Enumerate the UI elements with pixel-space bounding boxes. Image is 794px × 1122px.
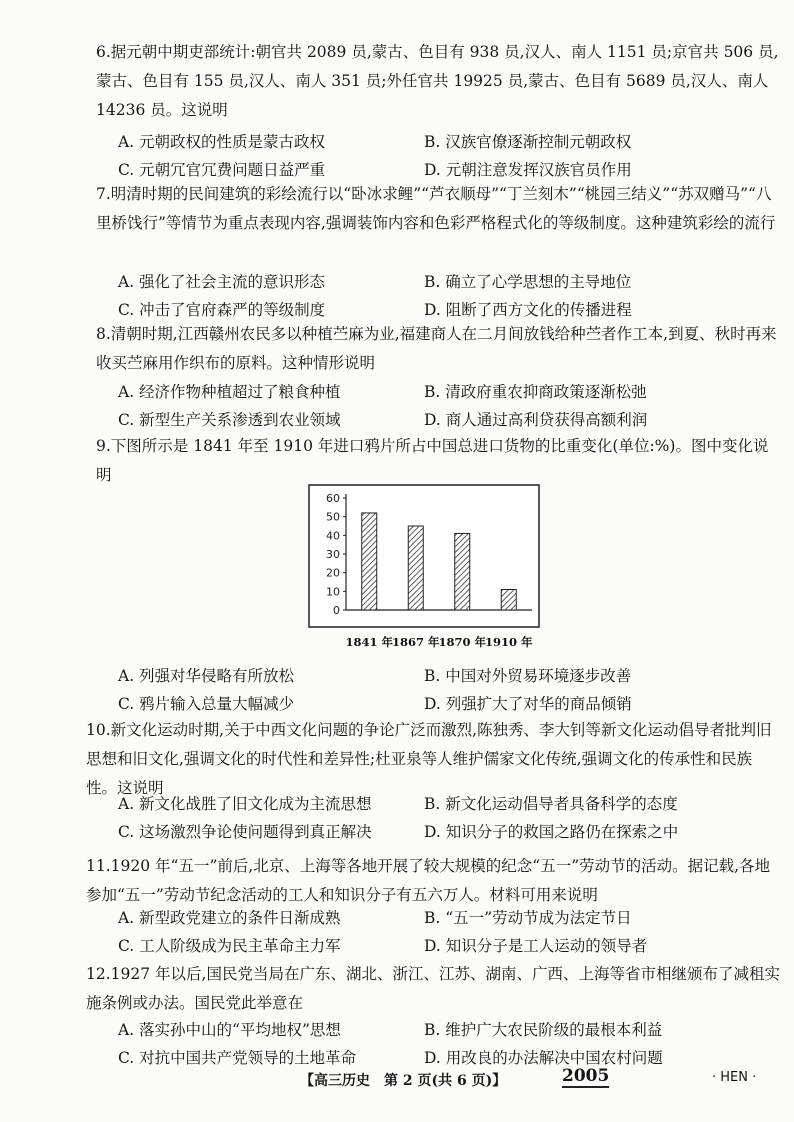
question-stem: 1920 年“五一”前后,北京、上海等各地开展了较大规模的纪念“五一”劳动节的活动。据记载,各地参加“五一”劳动节纪念活动的工人和知识分子有五六万人。材料可用来说明 <box>86 857 771 904</box>
option-c: C. 这场激烈争论使问题得到真正解决 <box>118 823 372 841</box>
option-b: B. 新文化运动倡导者具备科学的态度 <box>424 795 678 813</box>
question-stem: 据元朝中期吏部统计:朝官共 2089 员,蒙古、色目有 938 员,汉人、南人 1151 员;京官共 506 员,蒙古、色目有 155 员,汉人、南人 351 员;外任官共 19925 员,蒙古、色目有 5689 员,汉人、南人 14236 员。这说明 <box>96 43 779 119</box>
y-tick-label: 0 <box>333 604 340 617</box>
exam-code: 2005 <box>562 1066 610 1086</box>
option-d: D. 知识分子是工人运动的领导者 <box>424 937 648 955</box>
question-number: 9. <box>96 437 111 455</box>
y-tick-label: 50 <box>326 510 340 524</box>
option-a: A. 列强对华侵略有所放松 <box>118 667 295 685</box>
option-c: C. 新型生产关系渗透到农业领域 <box>118 411 341 429</box>
y-tick-label: 20 <box>326 566 340 580</box>
option-b: B. 汉族官僚逐渐控制元朝政权 <box>424 133 632 151</box>
bar-1 <box>362 513 377 610</box>
question-number: 6. <box>96 43 111 61</box>
option-d: D. 用改良的办法解决中国农村问题 <box>424 1049 663 1067</box>
question-11 <box>86 852 780 910</box>
option-b: B. 确立了心学思想的主导地位 <box>424 273 632 291</box>
bar-2 <box>408 526 423 610</box>
option-b: B. “五一”劳动节成为法定节日 <box>424 909 632 927</box>
question-number: 8. <box>96 325 111 343</box>
option-d: D. 阻断了西方文化的传播进程 <box>424 301 632 319</box>
option-c: C. 对抗中国共产党领导的土地革命 <box>118 1049 357 1067</box>
question-number: 7. <box>96 185 111 203</box>
opium-import-chart <box>308 484 540 654</box>
question-stem: 明清时期的民间建筑的彩绘流行以“卧冰求鲤”“芦衣顺母”“丁兰刻木”“桃园三结义”“苏双赠马”“八里桥饯行”等情节为重点表现内容,强调装饰内容和色彩严格程式化的等级制度。这种建筑彩绘的流行 <box>96 185 776 232</box>
option-c: C. 冲击了官府森严的等级制度 <box>118 301 326 319</box>
question-stem: 清朝时期,江西赣州农民多以种植苎麻为业,福建商人在二月间放钱给种苎者作工本,到夏、秋时再来收买苎麻用作织布的原料。这种情形说明 <box>96 325 777 372</box>
options-6 <box>118 128 758 184</box>
options-10 <box>118 790 758 846</box>
options-9 <box>118 662 758 718</box>
question-9 <box>96 432 780 490</box>
y-tick-label: 60 <box>326 492 340 505</box>
option-c: C. 元朝冗官冗费问题日益严重 <box>118 161 326 179</box>
option-d: D. 列强扩大了对华的商品倾销 <box>424 695 632 713</box>
x-category-label: 1841 年 <box>345 635 394 649</box>
option-c: C. 鸦片输入总量大幅减少 <box>118 695 295 713</box>
option-d: D. 元朝注意发挥汉族官员作用 <box>424 161 632 179</box>
option-d: D. 商人通过高利贷获得高额利润 <box>424 411 648 429</box>
x-category-label: 1867 年 <box>391 635 440 649</box>
option-a: A. 经济作物种植超过了粮食种植 <box>118 383 341 401</box>
question-7 <box>96 180 780 238</box>
option-a: A. 落实孙中山的“平均地权”思想 <box>118 1021 341 1039</box>
option-a: A. 强化了社会主流的意识形态 <box>118 273 326 291</box>
question-stem: 1927 年以后,国民党当局在广东、湖北、浙江、江苏、湖南、广西、上海等省市相继颁布了减租实施条例或办法。国民党此举意在 <box>86 965 780 1012</box>
option-b: B. 中国对外贸易环境逐步改善 <box>424 667 632 685</box>
question-6 <box>96 38 780 125</box>
x-category-label: 1910 年 <box>484 635 533 649</box>
options-11 <box>118 904 758 960</box>
y-tick-label: 30 <box>326 548 340 561</box>
option-a: A. 元朝政权的性质是蒙古政权 <box>118 133 326 151</box>
question-8 <box>96 320 780 378</box>
option-b: B. 清政府重农抑商政策逐渐松弛 <box>424 383 647 401</box>
question-number: 10. <box>86 721 111 739</box>
y-tick-label: 40 <box>326 529 340 543</box>
question-stem: 新文化运动时期,关于中西文化问题的争论广泛而激烈,陈独秀、李大钊等新文化运动倡导者批判旧思想和旧文化,强调文化的时代性和差异性;杜亚泉等人维护儒家文化传统,强调文化的传承性和民族性。这说明 <box>86 721 772 797</box>
x-category-label: 1870 年 <box>438 635 487 649</box>
options-12 <box>118 1016 758 1072</box>
bar-4 <box>501 589 516 610</box>
question-12 <box>86 960 780 1018</box>
question-number: 12. <box>86 965 111 983</box>
question-stem: 下图所示是 1841 年至 1910 年进口鸦片所占中国总进口货物的比重变化(单位:%)。图中变化说明 <box>96 437 769 484</box>
y-tick-label: 10 <box>326 585 340 599</box>
option-a: A. 新型政党建立的条件日渐成熟 <box>118 909 341 927</box>
bar-chart <box>308 484 540 654</box>
option-a: A. 新文化战胜了旧文化成为主流思想 <box>118 795 372 813</box>
page-footer-label: 【高三历史 第 2 页(共 6 页)】 <box>300 1073 507 1089</box>
options-8 <box>118 378 758 434</box>
publisher-mark: · HEN · <box>712 1070 757 1085</box>
bar-3 <box>455 533 470 610</box>
option-c: C. 工人阶级成为民主革命主力军 <box>118 937 341 955</box>
option-b: B. 维护广大农民阶级的最根本利益 <box>424 1021 663 1039</box>
option-d: D. 知识分子的救国之路仍在探索之中 <box>424 823 679 841</box>
options-7 <box>118 268 758 324</box>
question-number: 11. <box>86 857 111 875</box>
